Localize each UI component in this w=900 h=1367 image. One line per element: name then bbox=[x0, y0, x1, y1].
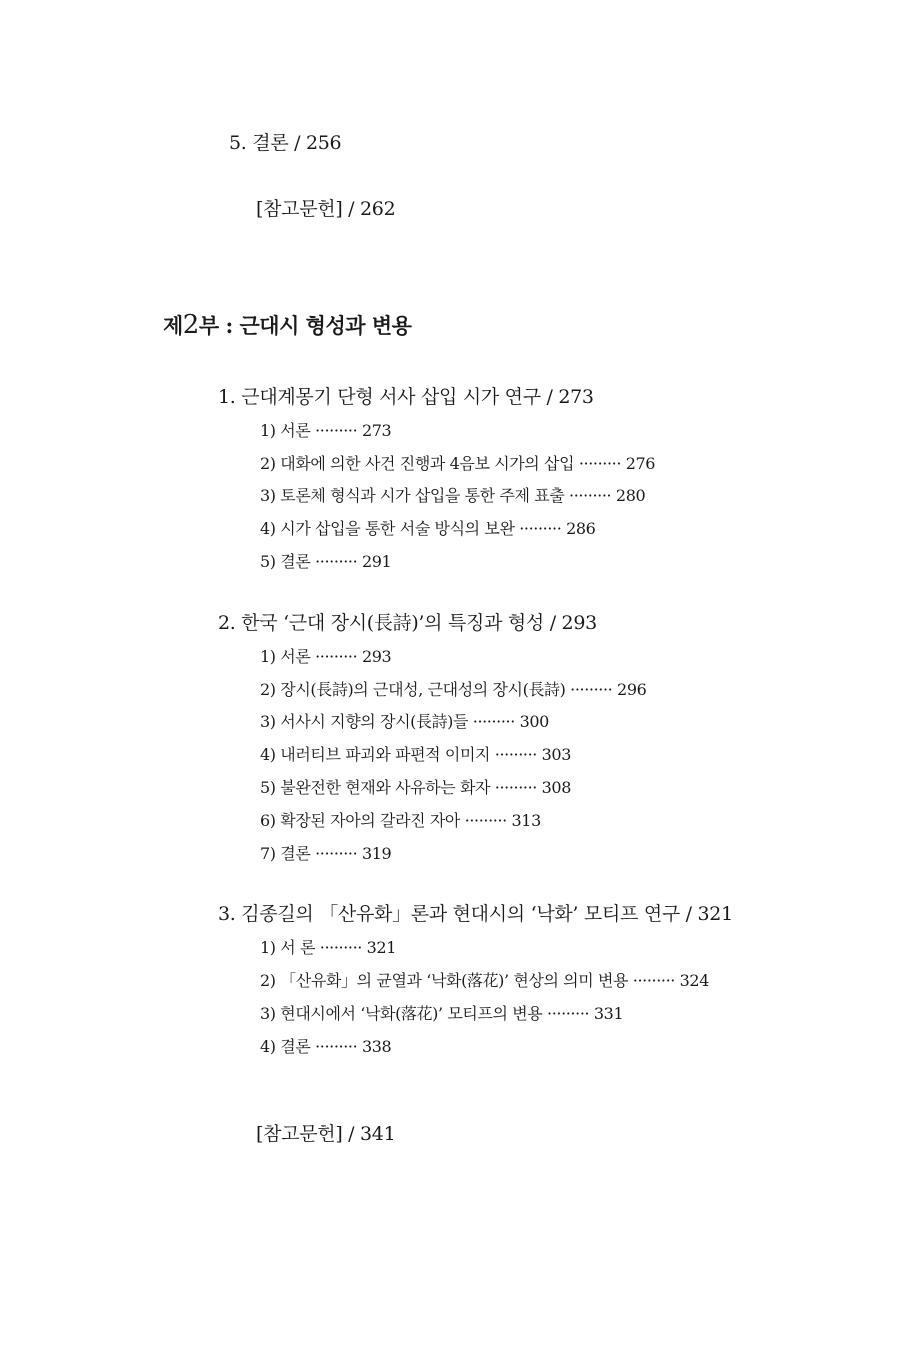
section-entry: 3) 현대시에서 ‘낙화(落花)’ 모티프의 변용 ········· 331 bbox=[260, 1004, 624, 1023]
section-entry: 1) 서 론 ········· 321 bbox=[260, 938, 396, 957]
chapter-title: 1. 근대계몽기 단형 서사 삽입 시가 연구 / 273 bbox=[218, 386, 594, 408]
toc-references-entry-part1: [참고문헌] / 262 bbox=[256, 198, 396, 220]
part-heading-prefix: 제 bbox=[163, 313, 183, 338]
chapter-title: 2. 한국 ‘근대 장시(長詩)’의 특징과 형성 / 293 bbox=[218, 612, 597, 634]
section-entry: 2) 「산유화」의 균열과 ‘낙화(落花)’ 현상의 의미 변용 ········· 324 bbox=[260, 971, 709, 990]
section-entry: 4) 결론 ········· 338 bbox=[260, 1037, 392, 1056]
section-entry: 4) 내러티브 파괴와 파편적 이미지 ········· 303 bbox=[260, 745, 571, 764]
part-heading-number: 2 bbox=[182, 310, 199, 340]
part-heading bbox=[163, 312, 411, 338]
toc-conclusion-entry: 5. 결론 / 256 bbox=[229, 132, 342, 154]
section-entry: 5) 결론 ········· 291 bbox=[260, 552, 392, 571]
section-entry: 3) 서사시 지향의 장시(長詩)들 ········· 300 bbox=[260, 712, 549, 731]
toc-references-entry-part2: [참고문헌] / 341 bbox=[256, 1123, 396, 1145]
section-entry: 7) 결론 ········· 319 bbox=[260, 844, 392, 863]
chapter-title: 3. 김종길의 「산유화」론과 현대시의 ‘낙화’ 모티프 연구 / 321 bbox=[218, 903, 733, 925]
section-entry: 1) 서론 ········· 273 bbox=[260, 421, 392, 440]
section-entry: 5) 불완전한 현재와 사유하는 화자 ········· 308 bbox=[260, 778, 571, 797]
section-entry: 3) 토론체 형식과 시가 삽입을 통한 주제 표출 ········· 280 bbox=[260, 486, 646, 505]
part-heading-title: 부 : 근대시 형성과 변용 bbox=[198, 313, 412, 338]
section-entry: 1) 서론 ········· 293 bbox=[260, 647, 392, 666]
section-entry: 2) 장시(長詩)의 근대성, 근대성의 장시(長詩) ········· 296 bbox=[260, 680, 647, 699]
section-entry: 4) 시가 삽입을 통한 서술 방식의 보완 ········· 286 bbox=[260, 519, 596, 538]
section-entry: 6) 확장된 자아의 갈라진 자아 ········· 313 bbox=[260, 811, 541, 830]
section-entry: 2) 대화에 의한 사건 진행과 4음보 시가의 삽입 ········· 276 bbox=[260, 454, 656, 473]
